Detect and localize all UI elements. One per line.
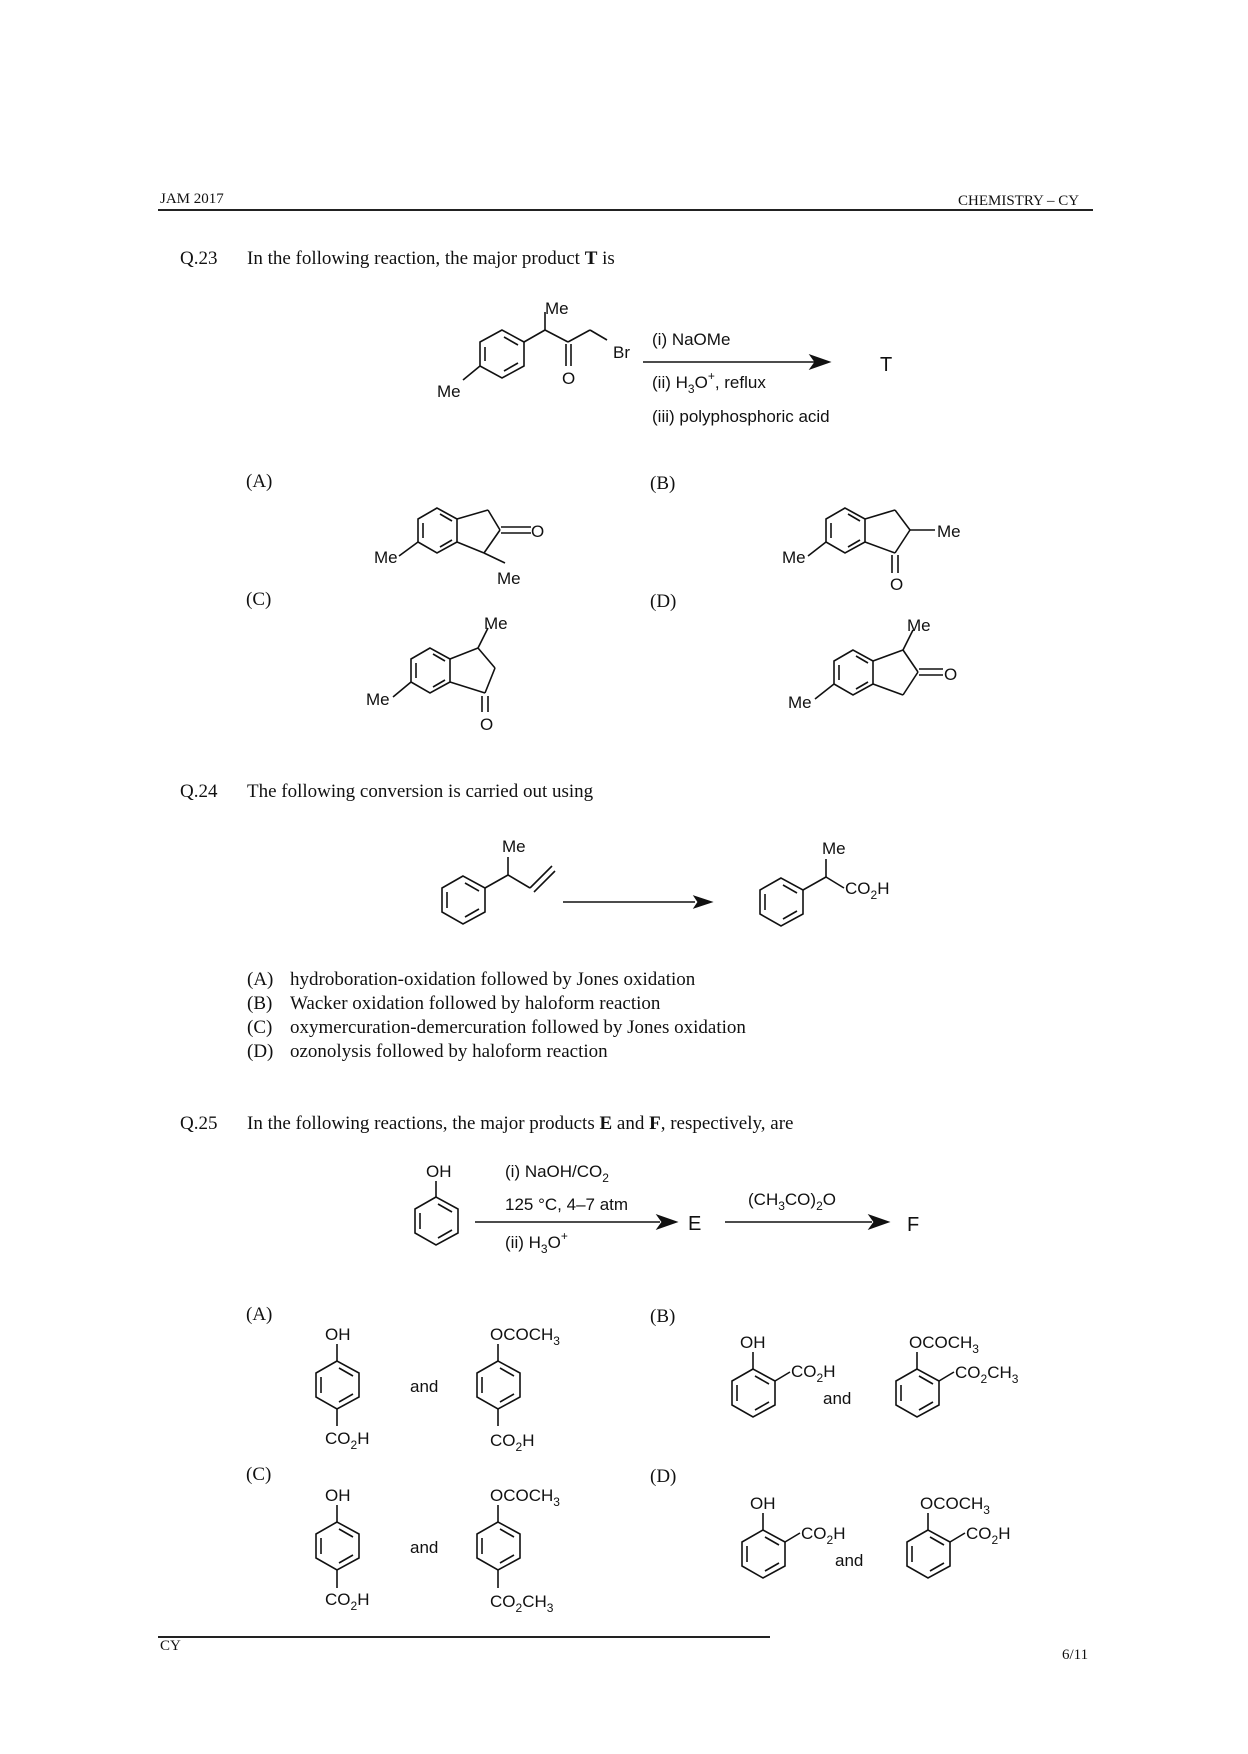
q23-option-b[interactable]: (B)	[650, 473, 676, 494]
q25-a-co2h-2: $CO_2H$	[490, 1431, 535, 1454]
footer-right: 6/11	[1062, 1647, 1089, 1663]
footer-rule	[158, 1636, 770, 1638]
q25-number: Q.25	[180, 1113, 218, 1134]
q25-text: In the following reactions, the major products E and F, respectively, are	[247, 1113, 794, 1134]
q25-product-f: F	[907, 1214, 920, 1236]
q24-option-d[interactable]: (D) ozonolysis followed by haloform reaction	[247, 1041, 608, 1062]
q25-option-a[interactable]: (A)	[246, 1304, 273, 1325]
q23-reagent-2: (ii) $H_3O^+$, reflux	[652, 369, 766, 396]
q23-product-t: T	[880, 354, 893, 376]
q23-a-o: O	[531, 522, 545, 541]
q25-reagent-2: 125 °C, 4–7 atm	[505, 1195, 629, 1214]
q25-product-e: E	[688, 1213, 702, 1235]
q25-option-d[interactable]: (D)	[650, 1466, 677, 1487]
q23-me-label: Me	[437, 382, 461, 401]
q25-reagent-1: (i) NaOH/$CO_2$	[505, 1162, 609, 1185]
q25-d-ococh3: $OCOCH_3$	[920, 1494, 990, 1517]
q25-b-oh: OH	[740, 1333, 766, 1352]
q23-a-me-2: Me	[374, 548, 398, 567]
q23-a-me-1: Me	[497, 569, 521, 588]
q23-me-top: Me	[545, 299, 569, 318]
q23-o-label: O	[562, 369, 576, 388]
q25-a-and: and	[410, 1377, 439, 1396]
q25-option-b[interactable]: (B)	[650, 1306, 676, 1327]
q23-number: Q.23	[180, 248, 218, 269]
header-left: JAM 2017	[160, 191, 224, 207]
q25-c-co2ch3: $CO_2CH_3$	[490, 1592, 554, 1615]
q23-d-o: O	[944, 665, 958, 684]
q23-text: In the following reaction, the major product T is	[247, 248, 615, 269]
q25-d-oh: OH	[750, 1494, 776, 1513]
q25-reagent-4: $(CH_3CO)_2O$	[748, 1190, 836, 1213]
q25-b-and: and	[823, 1389, 852, 1408]
q25-c-oh: OH	[325, 1486, 351, 1505]
q25-c-co2h: $CO_2H$	[325, 1590, 370, 1613]
q25-option-c[interactable]: (C)	[246, 1464, 272, 1485]
q25-phenol-oh: OH	[426, 1162, 452, 1181]
q23-reagent-3: (iii) polyphosphoric acid	[652, 407, 830, 426]
q25-a-co2h-1: $CO_2H$	[325, 1429, 370, 1452]
q23-b-o: O	[890, 575, 904, 594]
q25-b-co2h: $CO_2H$	[791, 1362, 836, 1385]
q25-option-b-structures	[732, 1333, 1019, 1417]
q24-co2h: $CO_2H$	[845, 879, 890, 902]
q25-phenol	[415, 1162, 458, 1245]
q25-d-co2h-2: $CO_2H$	[966, 1524, 1011, 1547]
q25-a-ococh3: $OCOCH_3$	[490, 1325, 560, 1348]
q24-number: Q.24	[180, 781, 218, 802]
q25-reagent-3: (ii) $H_3O^+$	[505, 1229, 568, 1256]
q25-a-oh: OH	[325, 1325, 351, 1344]
q23-c-o: O	[480, 715, 494, 734]
q23-option-d[interactable]: (D)	[650, 591, 677, 612]
q25-b-ococh3: $OCOCH_3$	[909, 1333, 979, 1356]
q23-b-me-1: Me	[937, 522, 961, 541]
q23-c-me-2: Me	[366, 690, 390, 709]
q24-product-me: Me	[822, 839, 846, 858]
q24-text: The following conversion is carried out using	[247, 781, 594, 802]
q25-d-and: and	[835, 1551, 864, 1570]
q25-c-ococh3: $OCOCH_3$	[490, 1486, 560, 1509]
q24-reactant-me: Me	[502, 837, 526, 856]
q23-option-c[interactable]: (C)	[246, 589, 272, 610]
q23-b-me-2: Me	[782, 548, 806, 567]
q25-option-a-structures	[316, 1325, 560, 1454]
q23-d-me-2: Me	[788, 693, 812, 712]
q25-option-d-structures	[742, 1494, 1010, 1578]
q23-reagent-1: (i) NaOMe	[652, 330, 731, 349]
header-right: CHEMISTRY – CY	[958, 193, 1080, 209]
q24-option-c[interactable]: (C) oxymercuration-demercuration followed by Jones oxidation	[247, 1017, 746, 1038]
q24-option-b[interactable]: (B) Wacker oxidation followed by haloform reaction	[247, 993, 661, 1014]
q25-option-c-structures	[316, 1486, 560, 1615]
q23-d-me-1: Me	[907, 616, 931, 635]
q23-option-a[interactable]: (A)	[246, 471, 273, 492]
footer-left: CY	[160, 1638, 181, 1654]
q23-br-label: Br	[613, 343, 630, 362]
q25-b-co2ch3: $CO_2CH_3$	[955, 1363, 1019, 1386]
q24-option-a[interactable]: (A) hydroboration-oxidation followed by Jones oxidation	[247, 969, 696, 990]
q25-c-and: and	[410, 1538, 439, 1557]
q23-c-me-1: Me	[484, 614, 508, 633]
q25-d-co2h-1: $CO_2H$	[801, 1524, 846, 1547]
